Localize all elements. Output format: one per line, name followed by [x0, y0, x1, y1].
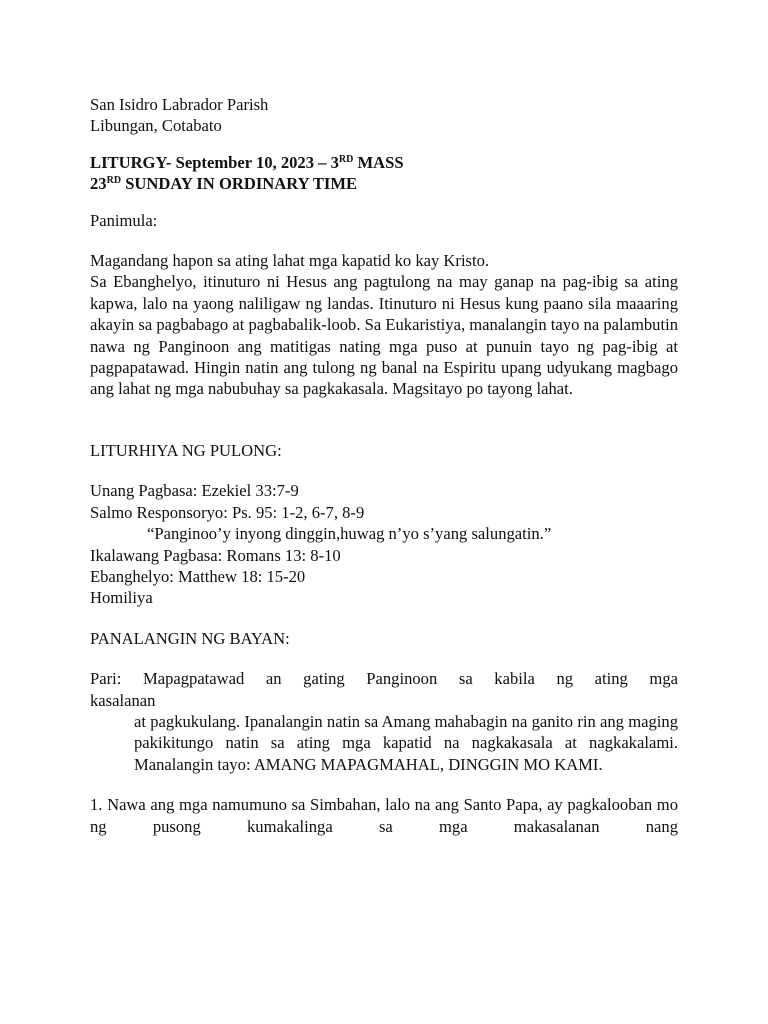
gospel-reading: Ebanghelyo: Matthew 18: 15-20: [90, 566, 306, 586]
liturgy-title-line2: [90, 173, 678, 194]
spacer: [90, 609, 678, 628]
spacer: [90, 649, 678, 668]
pari-intro-line2: kasalanan: [90, 690, 156, 710]
word-heading: LITURHIYA NG PULONG:: [90, 440, 282, 460]
spacer: [90, 400, 678, 440]
sunday-label: SUNDAY IN ORDINARY TIME: [121, 174, 358, 194]
sunday-ordinal-sup: RD: [106, 175, 122, 187]
pari-intro-continued: at pagkukulang. Ipanalangin natin sa Amang mahabagin na ganito rin ang maging pakikitungo natin sa ating mga kapatid na nagkakasala at nagkakalami. Manalangin tayo: AMANG MAPAGMAHAL, DINGGIN MO KAMI.: [134, 711, 678, 774]
spacer: [90, 775, 678, 794]
responsorial-psalm: Salmo Responsoryo: Ps. 95: 1-2, 6-7, 8-9: [90, 502, 365, 522]
sunday-number: 23: [90, 174, 107, 194]
prayers-heading: PANALANGIN NG BAYAN:: [90, 628, 290, 648]
title-ordinal-sup: RD: [338, 153, 354, 165]
homily: Homiliya: [90, 588, 153, 608]
spacer: [90, 195, 678, 210]
title-mass-text: MASS: [353, 152, 404, 172]
pari-intro-line1: Pari: Mapagpatawad an gating Panginoon sa kabila ng ating mga: [90, 669, 678, 689]
spacer: [90, 231, 678, 250]
liturgy-title-line1: [90, 152, 678, 173]
liturgy-document: [90, 94, 678, 837]
petition-1: 1. Nawa ang mga namumuno sa Simbahan, lalo na ang Santo Papa, ay pagkalooban mo ng pusong kumakalinga sa mga makasalanan nang: [90, 795, 678, 836]
intro-heading: Panimula:: [90, 210, 158, 230]
spacer: [90, 461, 678, 480]
spacer: [90, 137, 678, 152]
parish-location: Libungan, Cotabato: [90, 116, 222, 136]
psalm-response: “Panginoo’y inyong dinggin,huwag n’yo s’yang salungatin.”: [147, 524, 552, 544]
parish-name: San Isidro Labrador Parish: [90, 95, 269, 114]
first-reading: Unang Pagbasa: Ezekiel 33:7-9: [90, 481, 299, 501]
title-date-text: LITURGY- September 10, 2023 – 3: [90, 152, 339, 172]
intro-greeting: Magandang hapon sa ating lahat mga kapatid ko kay Kristo.: [90, 251, 490, 271]
second-reading: Ikalawang Pagbasa: Romans 13: 8-10: [90, 545, 341, 565]
intro-paragraph: Sa Ebanghelyo, itinuturo ni Hesus ang pagtulong na may ganap na pag-ibig sa ating kapwa, lalo na yaong naliligaw ng landas. Itinuturo ni Hesus kung paano sila maaaring akayin sa pagbabago at pagbabalik-loob. Sa Eukaristiya, manalangin tayo na palambutin nawa ng Panginoon ang matitigas nating mga puso at punuin tayo ng pag-ibig at pagpapatawad. Hingin natin ang tulong ng banal na Espiritu upang udyukang magbago ang lahat ng mga nabubuhay sa pagkakasala. Magsitayo po tayong lahat.: [90, 272, 678, 399]
